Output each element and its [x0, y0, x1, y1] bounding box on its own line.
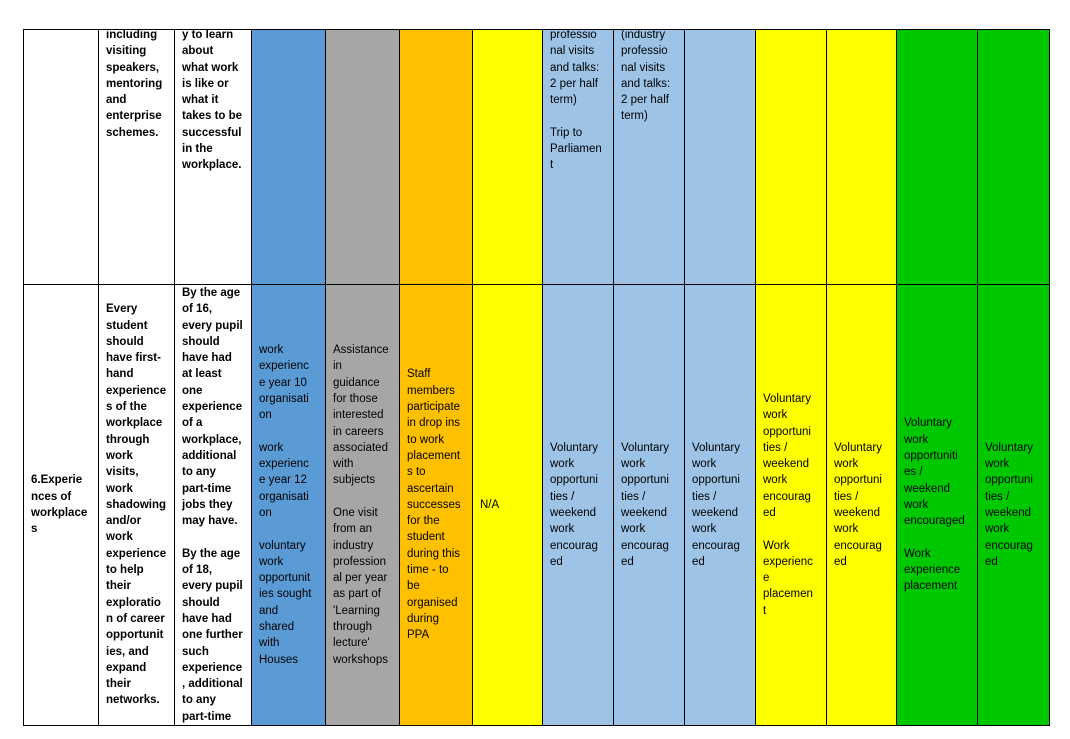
description-text: including visiting speakers, mentoring and enterprise schemes. [106, 29, 163, 139]
yellow-cell-2 [756, 30, 827, 285]
target-text: By the age of 16, every pupil should have had at least one experience of a workplace, additional to any part-time jobs they may have. By the age of 18, every pupil should have had one further such experience , additional to any part-time [182, 287, 243, 723]
visits-text-2: (industry professio nal visits and talks: 2 per half term) [621, 29, 671, 123]
voluntary-text-1: Voluntary work opportuni ties / weekend work encourag ed [550, 441, 598, 568]
voluntary-text-4: Voluntary work opportuni ties / weekend work encourag ed Work experienc e placemen t [763, 392, 813, 617]
subjects-text: Assistance in guidance for those interested in careers associated with subjects One visit from an industry profession al per year as part of 'Learning through lecture' workshops [333, 344, 389, 666]
description-cell [99, 285, 175, 726]
yellow-cell-1 [473, 285, 543, 726]
staff-cell [400, 30, 473, 285]
gatsby-benchmark-table [23, 29, 1050, 726]
target-text: y to learn about what work is like or what it takes to be successful in the workplace. [182, 29, 243, 172]
table-row-benchmark-6 [24, 285, 1050, 726]
description-text: Every student should have first- hand experience s of the workplace through work visits, work shadowing and/or work experience to help their exploratio n of career opportunit ies, and expand their networks. [106, 303, 167, 707]
benchmark-title: 6.Experie nces of workplace s [31, 474, 88, 536]
target-cell [175, 30, 252, 285]
light-blue-cell-2 [614, 285, 685, 726]
description-cell [99, 30, 175, 285]
light-blue-cell-2 [614, 30, 685, 285]
light-blue-cell-1 [543, 285, 614, 726]
green-cell-2 [978, 285, 1050, 726]
benchmark-cell [24, 285, 99, 726]
year-7-9-text: work experienc e year 10 organisati on work experienc e year 12 organisati on voluntary work opportunit ies sought and shared with Houses [259, 344, 312, 666]
green-cell-1 [897, 285, 978, 726]
light-blue-cell-3 [685, 30, 756, 285]
voluntary-text-3: Voluntary work opportuni ties / weekend work encourag ed [692, 441, 740, 568]
subjects-cell [326, 30, 400, 285]
yellow-cell-1 [473, 30, 543, 285]
voluntary-text-6: Voluntary work opportuniti es / weekend work encouraged Work experience placement [904, 417, 965, 593]
visits-text-1: professio nal visits and talks: 2 per half term) Trip to Parliamen t [550, 29, 602, 172]
staff-text: Staff members participate in drop ins to work placement s to ascertain successes for the student during this time - to be organised during PPA [407, 368, 461, 642]
subjects-cell [326, 285, 400, 726]
benchmark-cell [24, 30, 99, 285]
light-blue-cell-1 [543, 30, 614, 285]
voluntary-text-7: Voluntary work opportuni ties / weekend work encourag ed [985, 441, 1033, 568]
staff-cell [400, 285, 473, 726]
year-7-9-cell [252, 30, 326, 285]
yellow-cell-3 [827, 285, 897, 726]
voluntary-text-2: Voluntary work opportuni ties / weekend work encourag ed [621, 441, 669, 568]
year-7-9-cell [252, 285, 326, 726]
yellow-cell-2 [756, 285, 827, 726]
table-row-continued [24, 30, 1050, 285]
na-text: N/A [480, 498, 500, 511]
light-blue-cell-3 [685, 285, 756, 726]
yellow-cell-3 [827, 30, 897, 285]
voluntary-text-5: Voluntary work opportuni ties / weekend work encourag ed [834, 441, 882, 568]
green-cell-1 [897, 30, 978, 285]
green-cell-2 [978, 30, 1050, 285]
target-cell [175, 285, 252, 726]
